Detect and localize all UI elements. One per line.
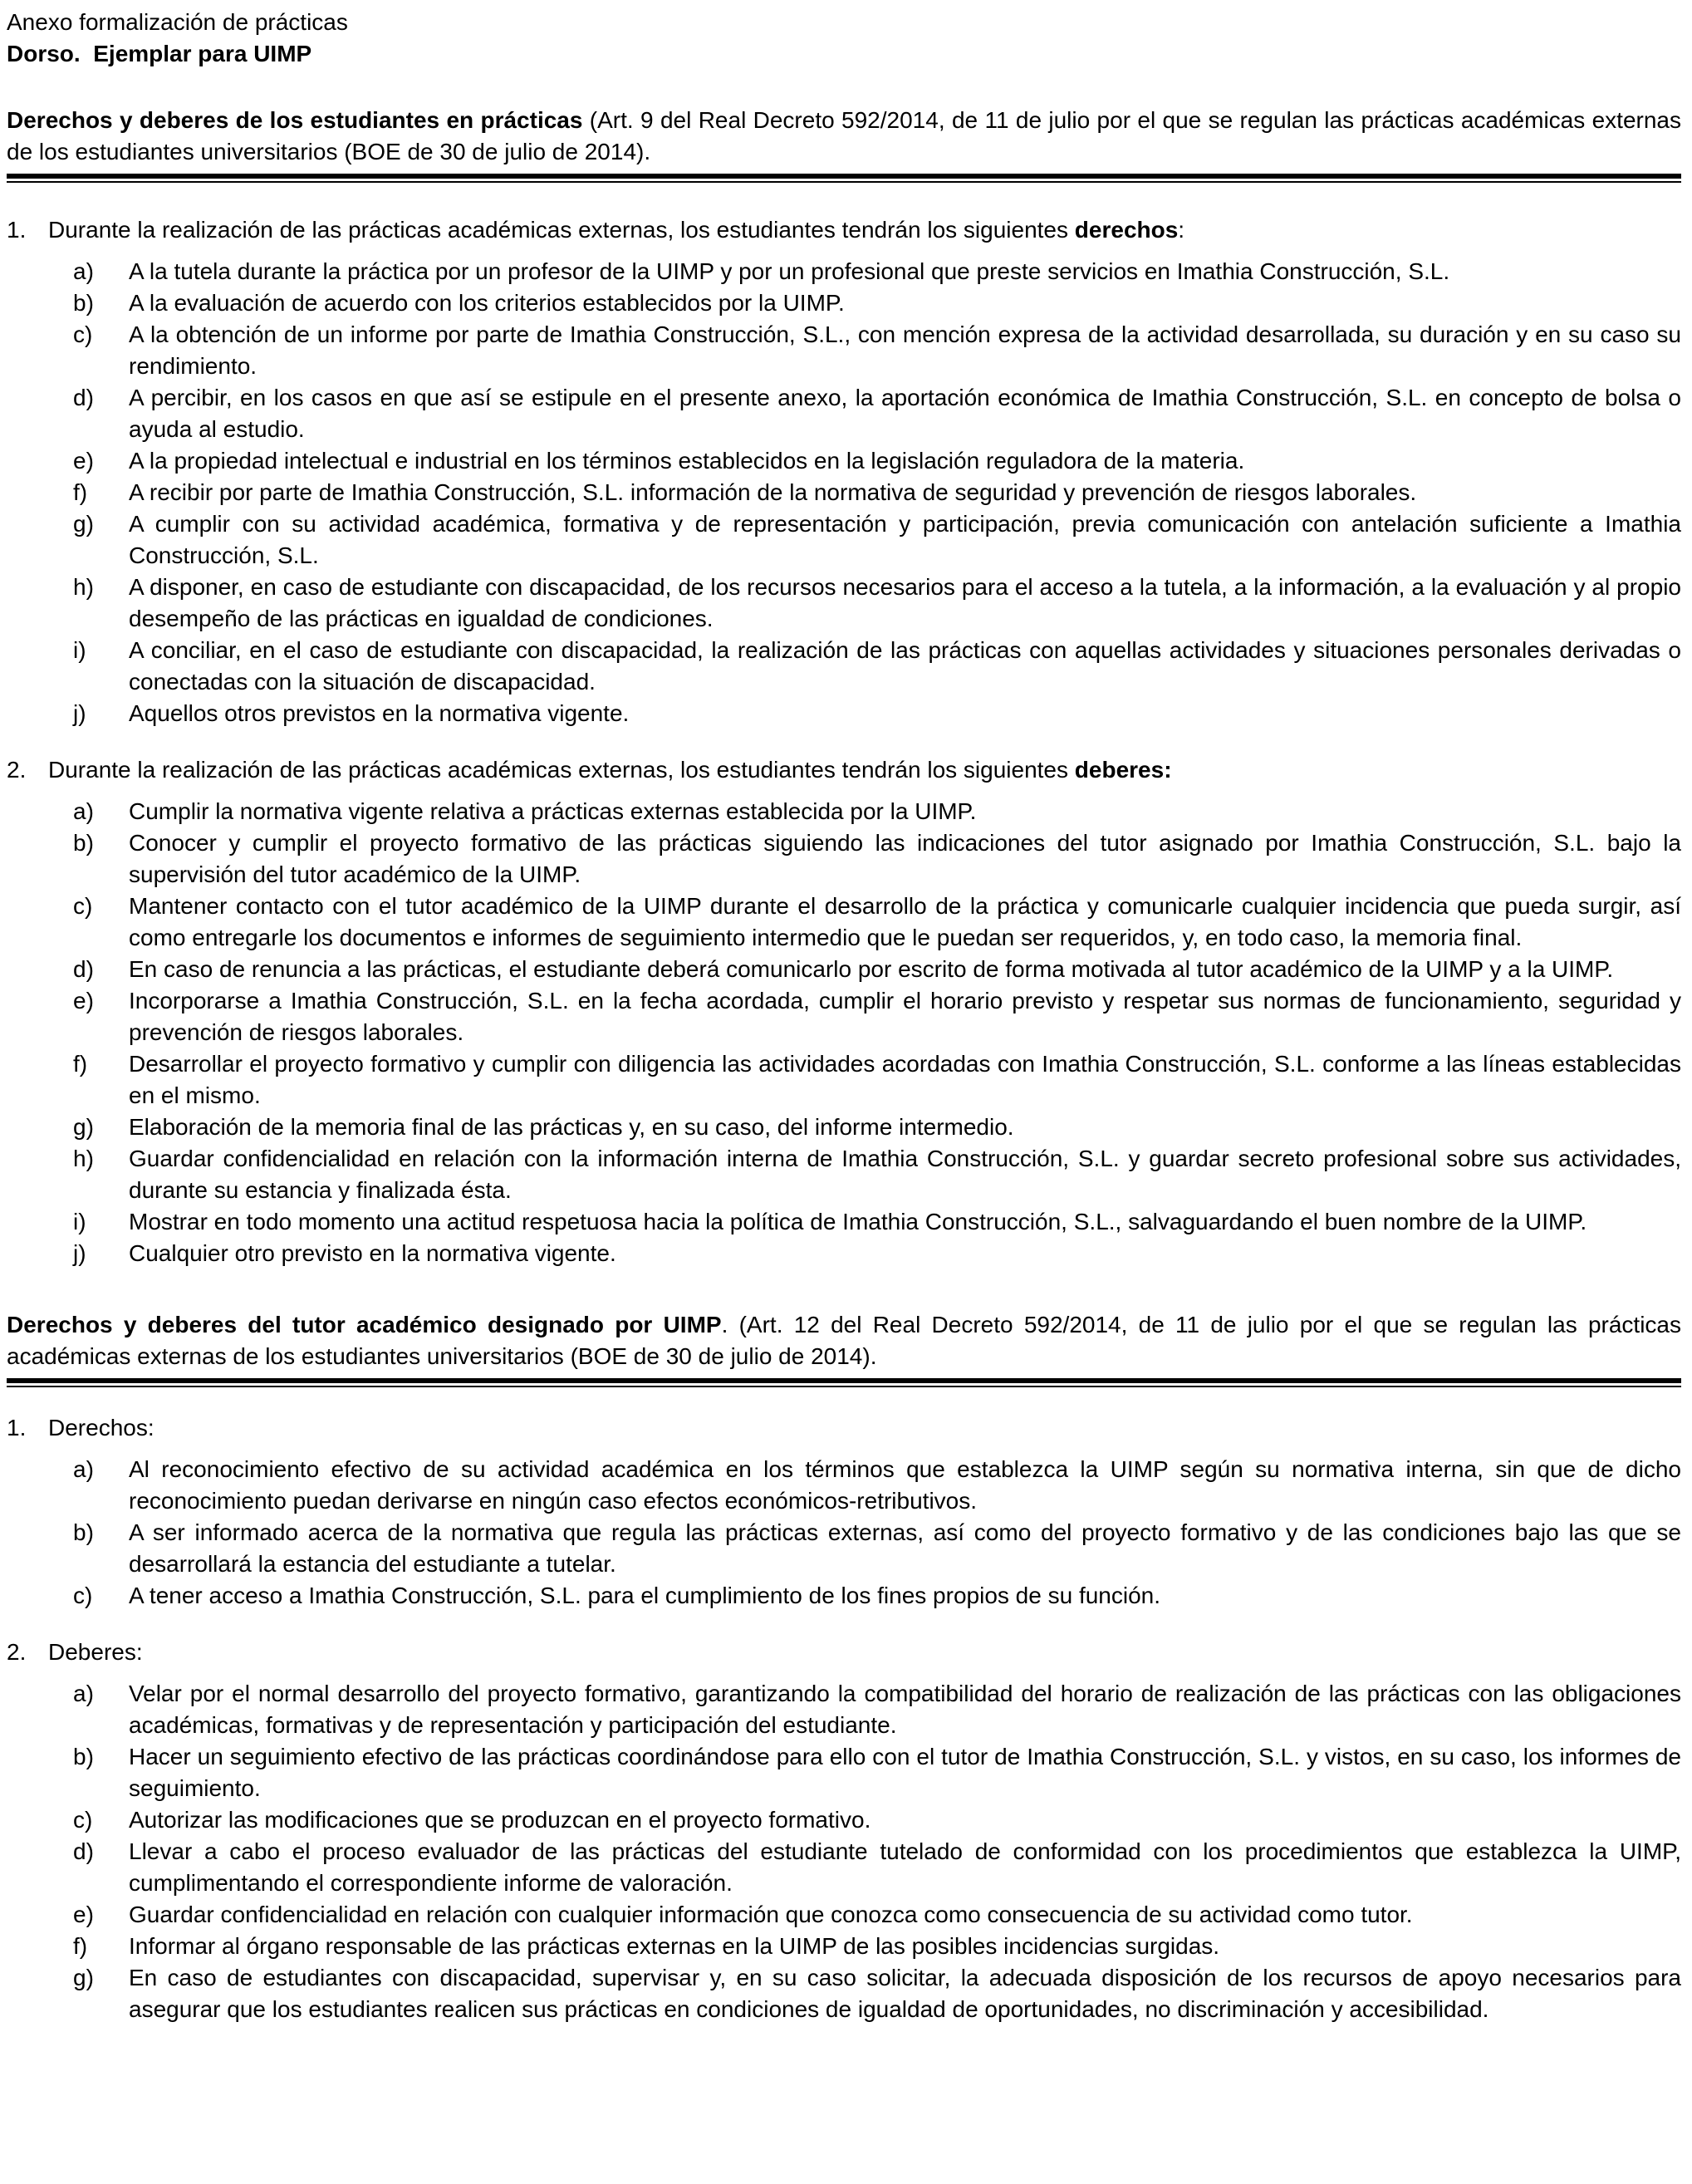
number-marker: 1. — [7, 1415, 27, 1440]
list-item — [73, 1962, 1681, 2025]
copy-for-uimp-line: Dorso. Ejemplar para UIMP — [7, 41, 312, 66]
item-text: Incorporarse a Imathia Construcción, S.L. en la fecha acordada, cumplir el horario previsto y respetar sus normas de funcionamiento, seguridad y prevención de riesgos laborales. — [129, 988, 1681, 1045]
item-marker: b) — [73, 1519, 94, 1545]
section-divider-rule — [7, 174, 1681, 183]
item-text: Aquellos otros previstos en la normativa vigente. — [129, 700, 630, 726]
item-text: En caso de renuncia a las prácticas, el estudiante deberá comunicarlo por escrito de forma motivada al tutor académico de la UIMP y a la UIMP. — [129, 956, 1614, 982]
item-marker: b) — [73, 290, 94, 316]
heading-rest-text: (Art. 9 del Real Decreto 592/2014, de 11 de julio por el que se regulan las prácticas académicas externas de los estudiantes universitarios (BOE de 30 de julio de 2014). — [7, 107, 1681, 164]
item-text: A la tutela durante la práctica por un profesor de la UIMP y por un profesional que preste servicios en Imathia Construcción, S.L. — [129, 258, 1450, 284]
list-item — [73, 1454, 1681, 1517]
students-section-heading — [7, 105, 1681, 168]
item-marker: g) — [73, 1965, 94, 1990]
numbered-heading-text — [48, 214, 1681, 246]
students-derechos-list — [7, 256, 1681, 729]
item-text: Al reconocimiento efectivo de su actividad académica en los términos que establezca la UIMP según su normativa interna, sin que de dicho reconocimiento puedan derivarse en ningún caso efectos económicos-retributivos. — [129, 1456, 1681, 1514]
number-marker: 2. — [7, 1639, 27, 1665]
students-deberes-list — [7, 796, 1681, 1269]
list-item — [73, 1804, 1681, 1836]
number-marker: 2. — [7, 757, 27, 783]
item-marker: f) — [73, 479, 88, 505]
intro-text: Durante la realización de las prácticas académicas externas, los estudiantes tendrán los siguientes — [48, 757, 1075, 783]
list-item — [73, 1741, 1681, 1804]
list-item — [73, 954, 1681, 985]
list-item — [73, 287, 1681, 319]
item-marker: e) — [73, 988, 94, 1013]
list-item — [73, 1931, 1681, 1962]
item-marker: c) — [73, 321, 93, 347]
item-text: Mantener contacto con el tutor académico de la UIMP durante el desarrollo de la práctica y comunicarle cualquier incidencia que pueda surgir, así como entregarle los documentos e informes de seguimiento intermedio que le puedan ser requeridos, y, en todo caso, la memoria final. — [129, 893, 1681, 950]
item-marker: i) — [73, 637, 86, 663]
item-text: Desarrollar el proyecto formativo y cumplir con diligencia las actividades acordadas con Imathia Construcción, S.L. conforme a las líneas establecidas en el mismo. — [129, 1051, 1681, 1108]
item-marker: j) — [73, 700, 86, 726]
numbered-heading-text — [48, 1637, 1681, 1668]
list-item — [73, 985, 1681, 1048]
numbered-heading-text — [48, 1412, 1681, 1444]
item-text: Cumplir la normativa vigente relativa a prácticas externas establecida por la UIMP. — [129, 798, 977, 824]
item-marker: a) — [73, 1456, 94, 1482]
list-item — [73, 477, 1681, 508]
intro-after-text: : — [1178, 217, 1185, 243]
list-item — [73, 382, 1681, 445]
item-text: Conocer y cumplir el proyecto formativo de las prácticas siguiendo las indicaciones del tutor asignado por Imathia Construcción, S.L. bajo la supervisión del tutor académico de la UIMP. — [129, 830, 1681, 887]
heading-rest-text: . (Art. 12 del Real Decreto 592/2014, de 11 de julio por el que se regulan las prácticas académicas externas de los estudiantes universitarios (BOE de 30 de julio de 2014). — [7, 1312, 1681, 1369]
item-text: A conciliar, en el caso de estudiante con discapacidad, la realización de las prácticas con aquellas actividades y situaciones personales derivadas o conectadas con la situación de discapacidad. — [129, 637, 1681, 694]
list-item — [73, 698, 1681, 729]
item-text: En caso de estudiantes con discapacidad, supervisar y, en su caso solicitar, la adecuada disposición de los recursos de apoyo necesarios para asegurar que los estudiantes realicen sus prácticas en condiciones de igualdad de oportunidades, no discriminación y accesibilidad. — [129, 1965, 1681, 2022]
item-text: Mostrar en todo momento una actitud respetuosa hacia la política de Imathia Construcción, S.L., salvaguardando el buen nombre de la UIMP. — [129, 1209, 1587, 1234]
tutor-deberes-list — [7, 1678, 1681, 2025]
item-text: A la obtención de un informe por parte de Imathia Construcción, S.L., con mención expresa de la actividad desarrollada, su duración y en su caso su rendimiento. — [129, 321, 1681, 379]
item-marker: f) — [73, 1051, 88, 1077]
list-item — [73, 1836, 1681, 1899]
intro-bold-text: derechos — [1074, 217, 1179, 243]
item-marker: d) — [73, 1838, 94, 1864]
item-text: Velar por el normal desarrollo del proyecto formativo, garantizando la compatibilidad del horario de realización de las prácticas con las obligaciones académicas, formativas y de representación y participación del estudiante. — [129, 1681, 1681, 1738]
numbered-heading-text — [48, 754, 1681, 786]
list-item — [73, 1112, 1681, 1143]
item-marker: j) — [73, 1240, 86, 1266]
item-marker: b) — [73, 830, 94, 856]
item-marker: h) — [73, 574, 94, 600]
annex-title-line: Anexo formalización de prácticas — [7, 9, 348, 35]
item-text: A percibir, en los casos en que así se estipule en el presente anexo, la aportación económica de Imathia Construcción, S.L. en concepto de bolsa o ayuda al estudio. — [129, 385, 1681, 442]
item-marker: a) — [73, 798, 94, 824]
item-text: A tener acceso a Imathia Construcción, S.L. para el cumplimiento de los fines propios de su función. — [129, 1583, 1161, 1608]
item-text: Hacer un seguimiento efectivo de las prácticas coordinándose para ello con el tutor de Imathia Construcción, S.L. y vistos, en su caso, los informes de seguimiento. — [129, 1744, 1681, 1801]
item-marker: g) — [73, 511, 94, 537]
list-item — [73, 445, 1681, 477]
item-marker: i) — [73, 1209, 86, 1234]
intro-text: Deberes: — [48, 1639, 143, 1665]
numbered-heading-tutor-deberes — [7, 1637, 1681, 1668]
item-text: A ser informado acerca de la normativa que regula las prácticas externas, así como del proyecto formativo y de las condiciones bajo las que se desarrollará la estancia del estudiante a tutelar. — [129, 1519, 1681, 1577]
section-divider-rule — [7, 1378, 1681, 1387]
tutor-section-heading — [7, 1309, 1681, 1372]
item-text: Informar al órgano responsable de las prácticas externas en la UIMP de las posibles incidencias surgidas. — [129, 1933, 1220, 1959]
list-item — [73, 1206, 1681, 1238]
item-text: Guardar confidencialidad en relación con la información interna de Imathia Construcción, S.L. y guardar secreto profesional sobre sus actividades, durante su estancia y finalizada ésta. — [129, 1146, 1681, 1203]
list-item — [73, 1048, 1681, 1112]
numbered-heading-students-deberes — [7, 754, 1681, 786]
list-item — [73, 319, 1681, 382]
item-text: Guardar confidencialidad en relación con cualquier información que conozca como consecuencia de su actividad como tutor. — [129, 1902, 1413, 1927]
item-text: A disponer, en caso de estudiante con discapacidad, de los recursos necesarios para el acceso a la tutela, a la información, a la evaluación y al propio desempeño de las prácticas en igualdad de condiciones. — [129, 574, 1681, 631]
list-item — [73, 1678, 1681, 1741]
item-marker: a) — [73, 1681, 94, 1706]
list-item — [73, 508, 1681, 572]
item-text: Cualquier otro previsto en la normativa vigente. — [129, 1240, 616, 1266]
list-item — [73, 1143, 1681, 1206]
numbered-heading-tutor-derechos — [7, 1412, 1681, 1444]
item-text: A la evaluación de acuerdo con los criterios establecidos por la UIMP. — [129, 290, 845, 316]
item-text: Llevar a cabo el proceso evaluador de las prácticas del estudiante tutelado de conformidad con los procedimientos que establezca la UIMP, cumplimentando el correspondiente informe de valoración. — [129, 1838, 1681, 1896]
item-text: A cumplir con su actividad académica, formativa y de representación y participación, previa comunicación con antelación suficiente a Imathia Construcción, S.L. — [129, 511, 1681, 568]
item-text: Autorizar las modificaciones que se produzcan en el proyecto formativo. — [129, 1807, 871, 1833]
intro-text: Derechos: — [48, 1415, 154, 1440]
tutor-derechos-list — [7, 1454, 1681, 1612]
list-item — [73, 827, 1681, 891]
item-marker: b) — [73, 1744, 94, 1769]
item-marker: d) — [73, 956, 94, 982]
numbered-heading-students-derechos — [7, 214, 1681, 246]
intro-bold-text: deberes: — [1074, 757, 1172, 783]
intro-text: Durante la realización de las prácticas académicas externas, los estudiantes tendrán los siguientes — [48, 217, 1075, 243]
item-marker: f) — [73, 1933, 88, 1959]
item-marker: a) — [73, 258, 94, 284]
heading-bold-text: Derechos y deberes del tutor académico designado por UIMP — [7, 1312, 722, 1337]
item-text: Elaboración de la memoria final de las prácticas y, en su caso, del informe intermedio. — [129, 1114, 1014, 1140]
heading-bold-text: Derechos y deberes de los estudiantes en prácticas — [7, 107, 583, 133]
item-marker: c) — [73, 1807, 93, 1833]
list-item — [73, 1580, 1681, 1612]
list-item — [73, 635, 1681, 698]
number-marker: 1. — [7, 217, 27, 243]
item-marker: e) — [73, 1902, 94, 1927]
list-item — [73, 1517, 1681, 1580]
item-text: A recibir por parte de Imathia Construcción, S.L. información de la normativa de seguridad y prevención de riesgos laborales. — [129, 479, 1417, 505]
item-marker: g) — [73, 1114, 94, 1140]
list-item — [73, 572, 1681, 635]
list-item — [73, 1899, 1681, 1931]
list-item — [73, 1238, 1681, 1269]
list-item — [73, 796, 1681, 827]
item-marker: c) — [73, 893, 93, 919]
list-item — [73, 891, 1681, 954]
item-text: A la propiedad intelectual e industrial en los términos establecidos en la legislación reguladora de la materia. — [129, 448, 1245, 474]
item-marker: c) — [73, 1583, 93, 1608]
item-marker: h) — [73, 1146, 94, 1171]
list-item — [73, 256, 1681, 287]
item-marker: e) — [73, 448, 94, 474]
item-marker: d) — [73, 385, 94, 410]
